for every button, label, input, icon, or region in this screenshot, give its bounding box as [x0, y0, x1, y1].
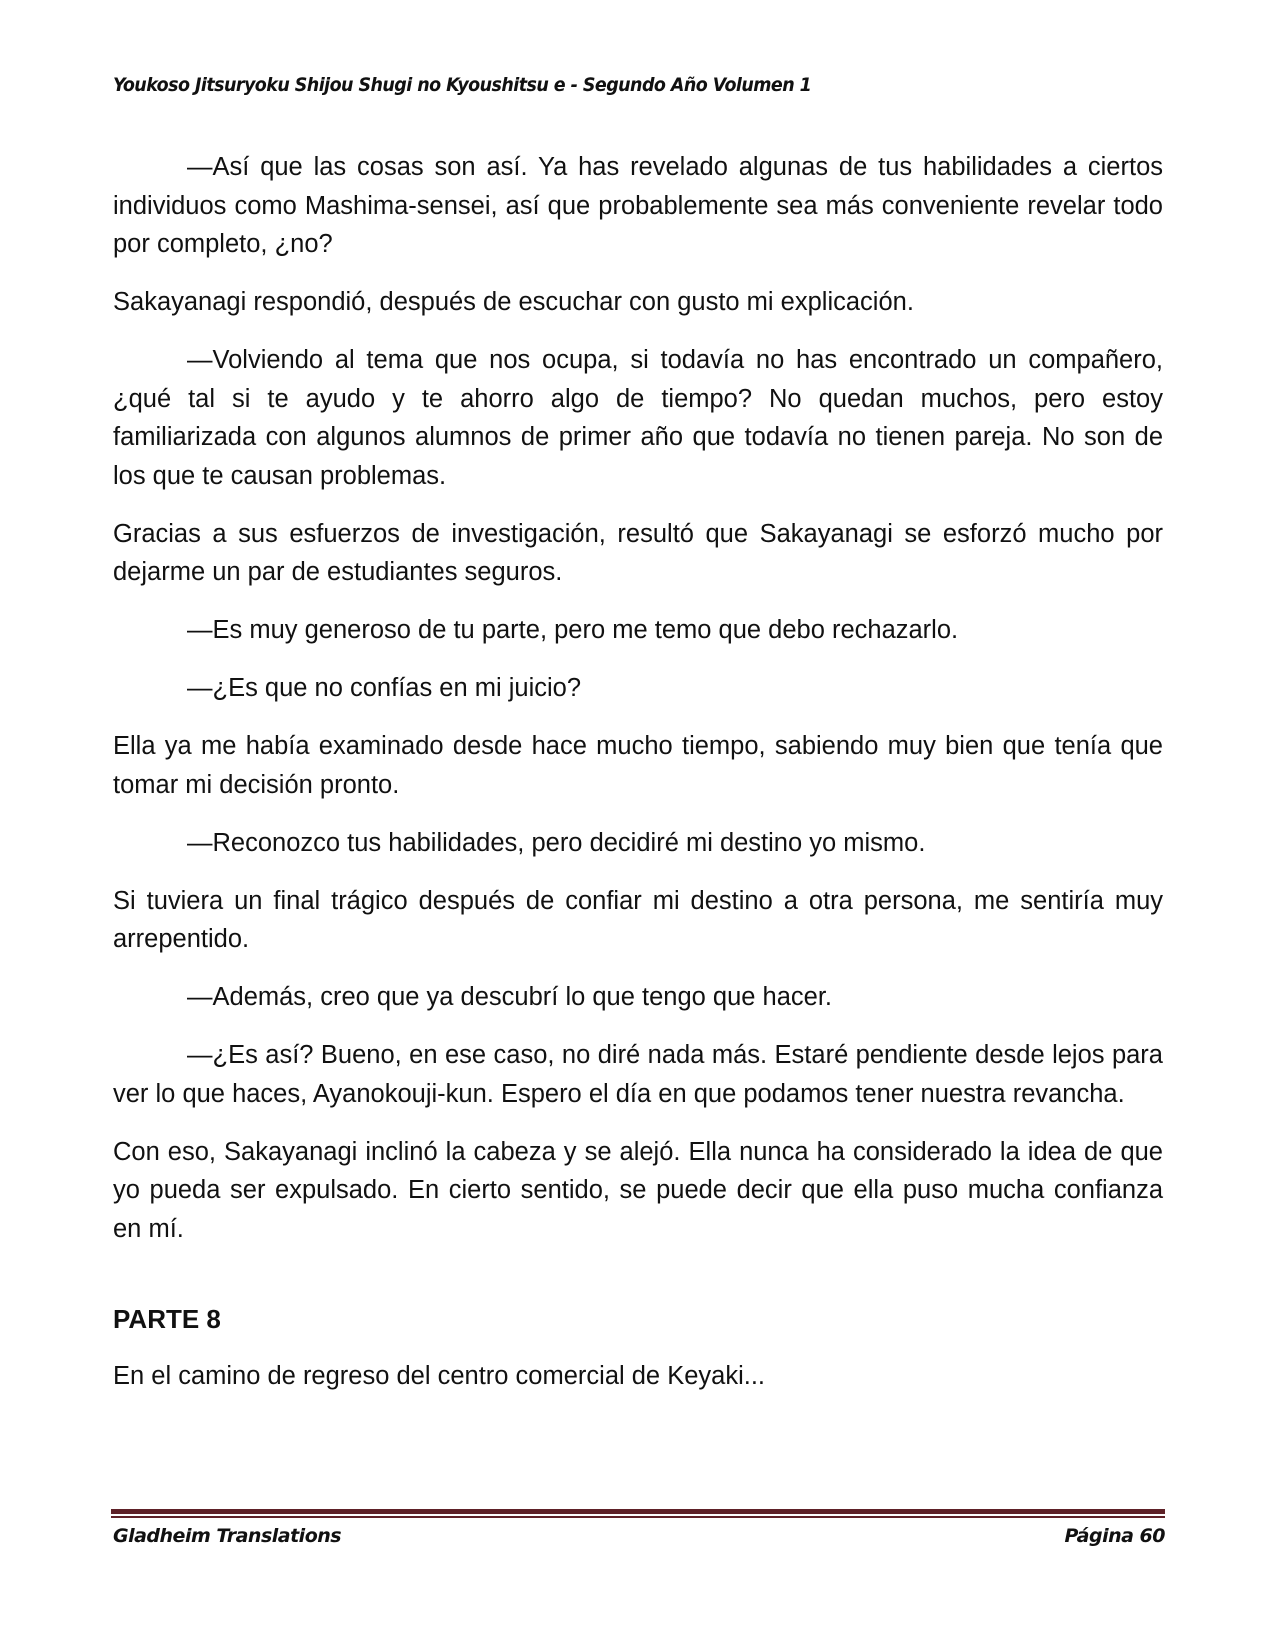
dialogue-paragraph: —Así que las cosas son así. Ya has revelado algunas de tus habilidades a ciertos individuos como Mashima-sensei, así que probablemente sea más conveniente revelar todo por completo, ¿no? [113, 153, 1163, 258]
paragraph: Sakayanagi respondió, después de escuchar con gusto mi explicación. [113, 288, 914, 316]
footer-rule-thin [111, 1516, 1165, 1518]
paragraph: En el camino de regreso del centro comercial de Keyaki... [113, 1362, 765, 1390]
dialogue-paragraph: —Reconozco tus habilidades, pero decidiré mi destino yo mismo. [187, 828, 926, 857]
paragraph: Ella ya me había examinado desde hace mucho tiempo, sabiendo muy bien que tenía que tomar mi decisión pronto. [113, 732, 1163, 799]
dialogue-paragraph: —¿Es que no confías en mi juicio? [187, 674, 582, 702]
page-body [113, 148, 1163, 1415]
footer-rule [111, 1509, 1165, 1514]
dialogue-paragraph: —Además, creo que ya descubrí lo que tengo que hacer. [187, 983, 832, 1011]
footer-credit: Gladheim Translations [113, 1525, 342, 1547]
page-number: Página 60 [1064, 1525, 1165, 1547]
section-heading: PARTE 8 [113, 1304, 221, 1334]
running-header: Youkoso Jitsuryoku Shijou Shugi no Kyoushitsu e - Segundo Año Volumen 1 [113, 74, 812, 96]
dialogue-paragraph: —Es muy generoso de tu parte, pero me temo que debo rechazarlo. [187, 616, 959, 644]
dialogue-paragraph: —Volviendo al tema que nos ocupa, si todavía no has encontrado un compañero, ¿qué tal si te ayudo y te ahorro algo de tiempo? No quedan muchos, pero estoy familiarizada con algunos alumnos de primer año que todavía no tienen pareja. No son de los que te causan problemas. [113, 346, 1163, 490]
paragraph: Si tuviera un final trágico después de confiar mi destino a otra persona, me sentiría muy arrepentido. [113, 886, 1163, 953]
paragraph: Con eso, Sakayanagi inclinó la cabeza y se alejó. Ella nunca ha considerado la idea de que yo pueda ser expulsado. En cierto sentido, se puede decir que ella puso mucha confianza en mí. [113, 1137, 1163, 1243]
paragraph: Gracias a sus esfuerzos de investigación, resultó que Sakayanagi se esforzó mucho por dejarme un par de estudiantes seguros. [113, 519, 1163, 586]
dialogue-paragraph: —¿Es así? Bueno, en ese caso, no diré nada más. Estaré pendiente desde lejos para ver lo que haces, Ayanokouji-kun. Espero el día en que podamos tener nuestra revancha. [113, 1041, 1163, 1108]
